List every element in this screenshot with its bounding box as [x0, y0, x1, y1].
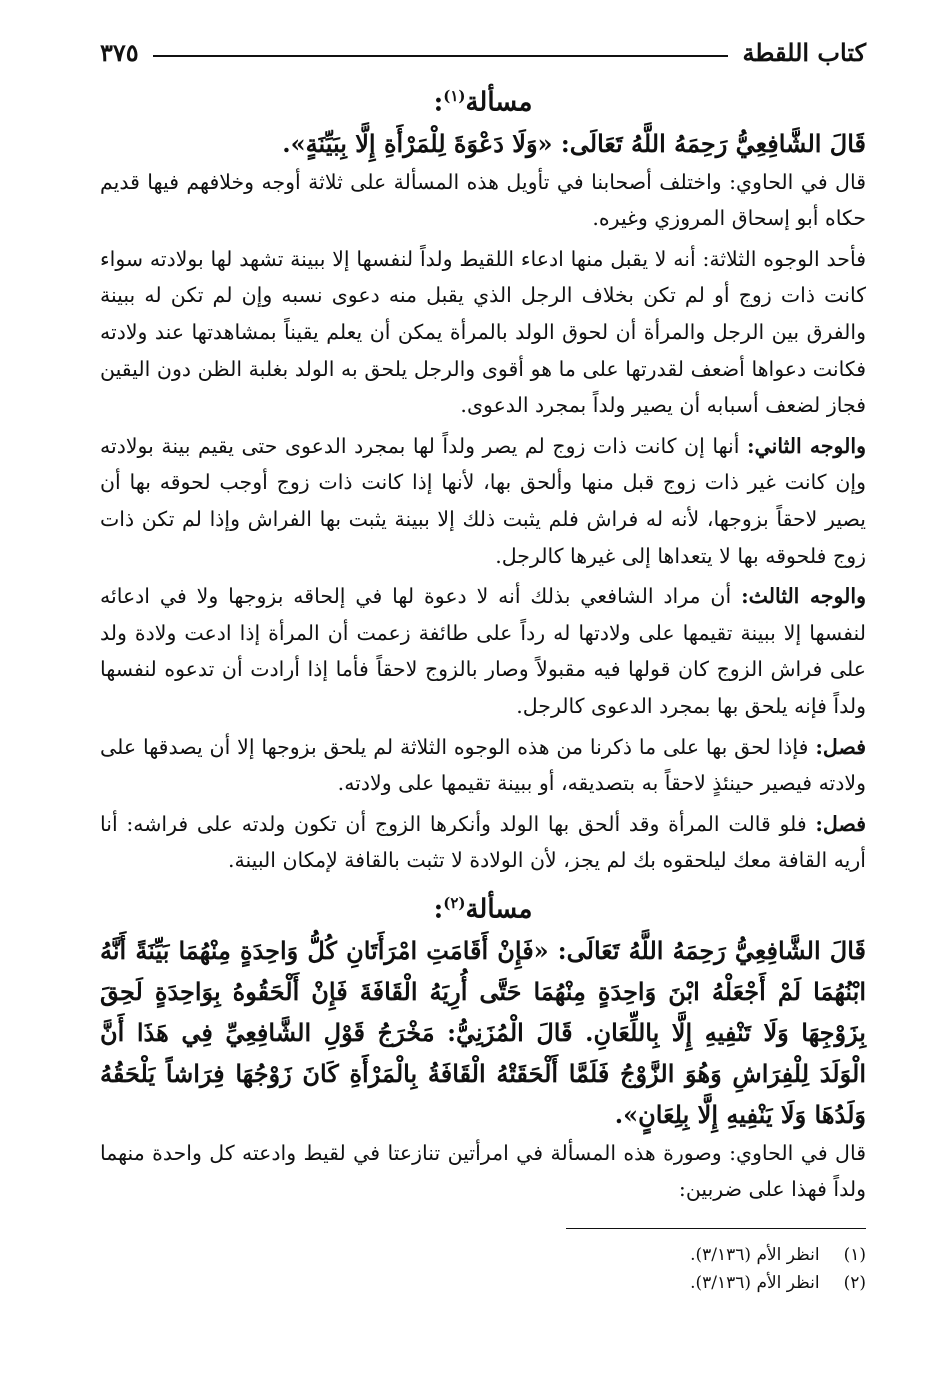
- paragraph-lead: والوجه الثاني:: [746, 433, 866, 458]
- footnote-number: (١): [843, 1244, 866, 1265]
- running-header: [100, 30, 866, 74]
- book-title: كتاب اللقطة: [742, 37, 866, 67]
- issue-title: مسألة: [465, 894, 533, 925]
- paragraph-lead: والوجه الثالث:: [741, 584, 866, 609]
- paragraph: والوجه الثالث: أن مراد الشافعي بذلك أنه لا دعوة لها في إلحاقه بزوجها ولا في ادعائه لنفسها إلا ببينة تقيمها على ولادتها له رداً على طائفة زعمت أن المرأة إذا ادعت ولادة ولد على فراش الزوج كان قولها فيه مقبولاً وصار بالزوج لاحقاً فأما إذا أرادت أن تدعوه لنفسها ولداً فإنه يلحق بها بمجرد الدعوى كالرجل.: [100, 584, 866, 718]
- issue-heading-2: مسألة$^{(٢)}$:: [433, 893, 533, 925]
- footnote-text: انظر الأم (٣/١٣٦).: [690, 1272, 820, 1293]
- page: [100, 30, 866, 1297]
- paragraph: والوجه الثاني: أنها إن كانت ذات زوج لم يصر ولداً لها بمجرد الدعوى حتى يقيم بينة بولادته وإن كانت غير ذات زوج قبل منها وألحق بها، لأنها إذا كانت ذات زوج أوجب لحوقه بها أن يصير لاحقاً بزوجها، لأنه له فراش فلم يثبت ذلك إلا ببينة يثبت بها الفراش وإذا لم تكن ذات زوج فلحوقه بها لا يتعداها إلى غيرها كالرجل.: [100, 433, 866, 568]
- paragraph: فصل: فإذا لحق بها على ما ذكرنا من هذه الوجوه الثلاثة لم يلحق بزوجها إلا أن يصدقها على ولادته فيصير حينئذٍ لاحقاً به بتصديقه، أو ببينة تقيمها على ولادته.: [100, 734, 866, 796]
- paragraph: قال في الحاوي: واختلف أصحابنا في تأويل هذه المسألة على ثلاثة أوجه وخلافهم فيها قديم حكاه أبو إسحاق المروزي وغيره.: [100, 169, 866, 231]
- issue-title: مسألة: [465, 87, 533, 118]
- shafii-quote-2: قَالَ الشَّافِعِيُّ رَحِمَهُ اللَّهُ تَعَالَى: «فَإِنْ أَقَامَتِ امْرَأَتَانِ كُلُّ وَاحِدَةٍ مِنْهُمَا بَيِّنَةً أَنَّهُ ابْنُهُمَا لَمْ أَجْعَلْهُ ابْنَ وَاحِدَةٍ مِنْهُمَا حَتَّى أُرِيَهُ الْقَافَةَ فَإِنْ أَلْحَقُوهُ بِوَاحِدَةٍ لَحِقَ بِزَوْجِهَا وَلَا تَنْفِيهِ إِلَّا بِاللِّعَانِ. قَالَ الْمُزَنِيُّ: مَخْرَجُ قَوْلِ الشَّافِعِيِّ فِي هَذَا أَنَّ الْوَلَدَ لِلْفِرَاشِ وَهُوَ الزَّوْجُ فَلَمَّا أَلْحَقَتْهُ الْقَافَةُ بِالْمَرْأَةِ كَانَ زَوْجُهَا فِرَاشاً يَلْحَقُهُ وَلَدُهَا وَلَا يَنْفِيهِ إِلَّا بِلِعَانٍ».: [100, 935, 866, 1129]
- shafii-quote-1: قَالَ الشَّافِعِيُّ رَحِمَهُ اللَّهُ تَعَالَى: «وَلَا دَعْوَةَ لِلْمَرْأَةِ إِلَّا بِبَيِّنَةٍ».: [282, 128, 866, 158]
- paragraph-lead: فصل:: [815, 811, 866, 836]
- footnote-rule: [566, 1228, 866, 1229]
- footnote-ref: (٢): [443, 893, 466, 912]
- footnote: [100, 1269, 866, 1297]
- footnote-number: (٢): [843, 1272, 866, 1293]
- header-rule: [153, 55, 729, 57]
- issue-heading-1: مسألة$^{(١)}$:: [433, 87, 533, 118]
- page-number: ٣٧٥: [100, 37, 139, 67]
- footnote-ref: (١): [443, 87, 466, 105]
- paragraph-lead: فصل:: [815, 734, 866, 759]
- paragraph: فصل: فلو قالت المرأة وقد ألحق بها الولد وأنكرها الزوج أن تكون ولدته على فراشه: أنا أريه القافة معك ليلحقوه بك لم يجز، لأن الولادة لا تثبت بالقافة لإمكان البينة.: [100, 811, 866, 873]
- footnote-text: انظر الأم (٣/١٣٦).: [690, 1244, 820, 1265]
- paragraph: فأحد الوجوه الثلاثة: أنه لا يقبل منها ادعاء اللقيط ولداً لنفسها إلا ببينة تشهد لها بولادته سواء كانت ذات زوج أو لم تكن بخلاف الرجل الذي يقبل منه دعوى نسبه وإن لم تكن له ببينة والفرق بين الرجل والمرأة أن لحوق الولد بالمرأة يمكن أن يعلم يقيناً بمشاهدتها عند ولادته فكانت دعواها أضعف لقدرتها على ما هو أقوى والرجل يلحق به الولد بغلبة الظن دون اليقين فجاز لضعف أسبابه أن يصير ولداً بمجرد الدعوى.: [100, 246, 866, 418]
- footnote: [100, 1241, 866, 1269]
- paragraph: قال في الحاوي: وصورة هذه المسألة في امرأتين تنازعتا في لقيط وادعته كل واحدة منهما ولداً فهذا على ضربين:: [100, 1140, 866, 1202]
